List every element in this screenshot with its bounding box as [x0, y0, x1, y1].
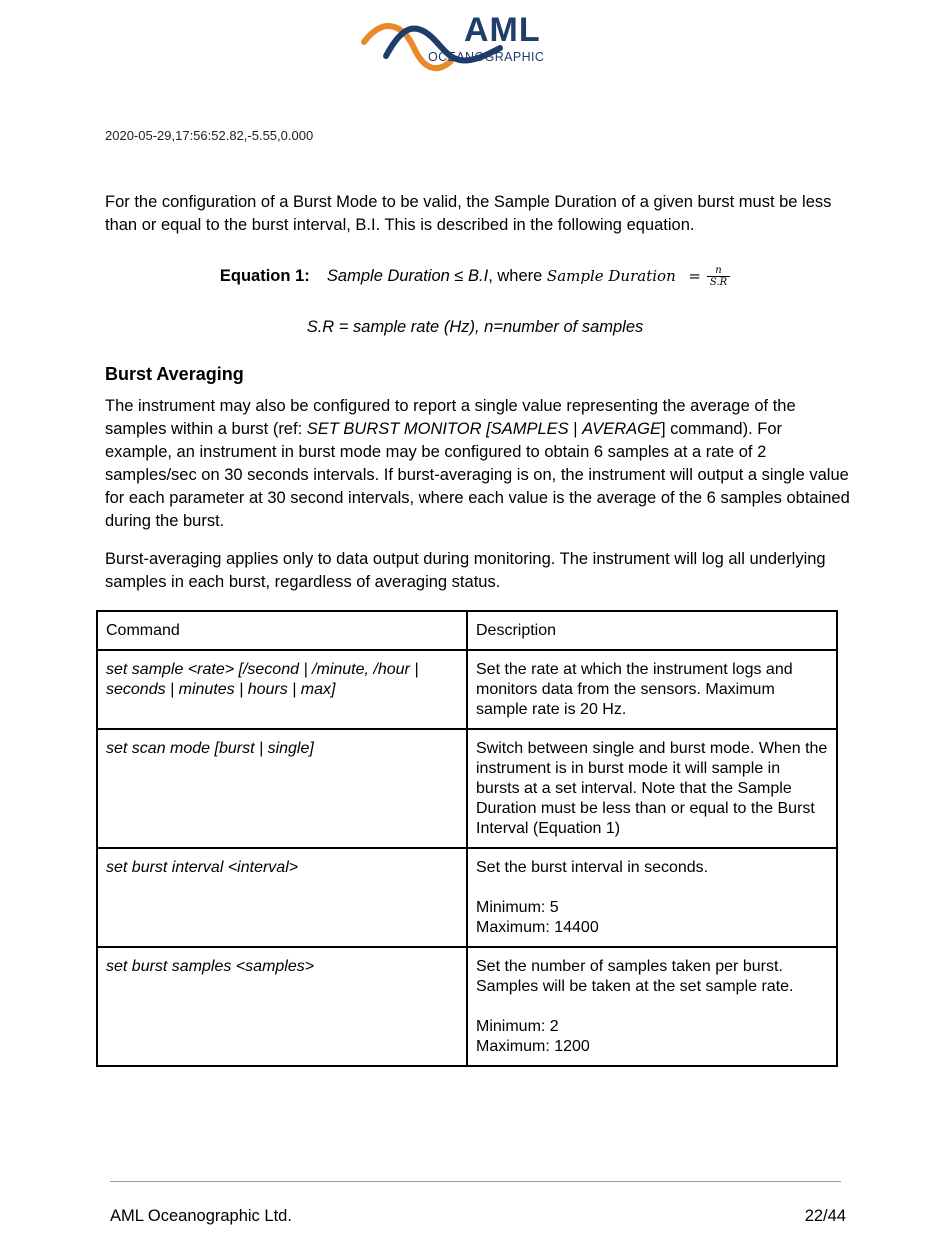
command-cell [97, 650, 467, 729]
header-command: Command [97, 611, 467, 650]
description-line: Minimum: 2 [476, 1018, 559, 1035]
description-cell [467, 650, 837, 729]
company-logo [360, 8, 560, 80]
description-line: Switch between single and burst mode. When the instrument is in burst mode it will sample in bursts at a set interval. Note that the Sample Duration must be less than or equal to the Burst Interval (Equation 1) [476, 740, 828, 837]
equation-legend: S.R = sample rate (Hz), n=number of samples [306, 318, 644, 336]
header-description: Description [467, 611, 837, 650]
footer-divider [110, 1181, 841, 1182]
description-line: Maximum: 1200 [476, 1038, 590, 1055]
equation-fraction [707, 265, 730, 288]
command-table [96, 610, 838, 1067]
para1-command-2: AVERAGE [582, 420, 661, 438]
description-line: Set the rate at which the instrument logs and monitors data from the sensors. Maximum sample rate is 20 Hz. [476, 661, 793, 718]
command-cell [97, 729, 467, 848]
monitoring-paragraph: Burst-averaging applies only to data output during monitoring. The instrument will log all underlying samples in each burst, regardless of averaging status. [105, 550, 826, 591]
para1-command: SET BURST MONITOR [SAMPLES [306, 420, 569, 438]
table-header-row [97, 611, 837, 650]
equation-label: Equation 1: [219, 266, 310, 285]
command-line: set scan mode [burst | single] [106, 740, 314, 757]
description-cell [467, 947, 837, 1066]
equation-lhs: Sample Duration ≤ B.I [326, 266, 489, 285]
log-line: 2020-05-29,17:56:52.82,-5.55,0.000 [105, 128, 314, 143]
table-row [97, 848, 837, 947]
intro-paragraph: For the configuration of a Burst Mode to be valid, the Sample Duration of a given burst must be less than or equal to the burst interval, B.I. This is described in the following equation. [105, 193, 832, 234]
table-row [97, 947, 837, 1066]
command-line: seconds | minutes | hours | max] [106, 681, 336, 698]
description-line: Maximum: 14400 [476, 919, 599, 936]
para1-after: ] command). For example, an instrument in burst mode may be configured to obtain 6 samples at a rate of 2 samples/sec on 30 seconds intervals. If burst-averaging is on, the instrument will output a single value for each parameter at 30 second intervals, where each value is the average of the 6 samples obtained during the burst. [105, 420, 850, 530]
description-spacer [476, 997, 828, 1017]
burst-averaging-paragraph [105, 395, 850, 533]
para1-pipe: | [568, 420, 583, 438]
description-line: Set the burst interval in seconds. [476, 859, 709, 876]
command-line: set sample <rate> [/second | /minute, /hour | [106, 661, 419, 678]
footer-page-number: 22/44 [804, 1207, 846, 1225]
logo-brand: AML [464, 11, 541, 49]
description-cell [467, 848, 837, 947]
equation-equals: = [688, 266, 701, 285]
fraction-numerator: n [707, 265, 730, 277]
section-heading: Burst Averaging [105, 364, 244, 384]
command-cell [97, 848, 467, 947]
description-cell [467, 729, 837, 848]
table-row [97, 729, 837, 848]
fraction-denominator: S.R [709, 277, 728, 288]
description-spacer [476, 878, 828, 898]
command-line: set burst samples <samples> [106, 958, 315, 975]
command-line: set burst interval <interval> [106, 859, 299, 876]
logo-sub: OCEANOGRAPHIC [428, 50, 545, 64]
table-row [97, 650, 837, 729]
footer-company: AML Oceanographic Ltd. [110, 1207, 292, 1225]
equation-where: , where [488, 266, 547, 285]
equation-term: Sample Duration [546, 266, 676, 285]
description-line: Minimum: 5 [476, 899, 559, 916]
para1-before: The instrument may also be configured to report a single value representing the average of the samples within a burst (ref: [105, 397, 796, 438]
description-line: Set the number of samples taken per burst. Samples will be taken at the set sample rate. [476, 958, 794, 995]
command-cell [97, 947, 467, 1066]
equation-1 [0, 265, 950, 288]
